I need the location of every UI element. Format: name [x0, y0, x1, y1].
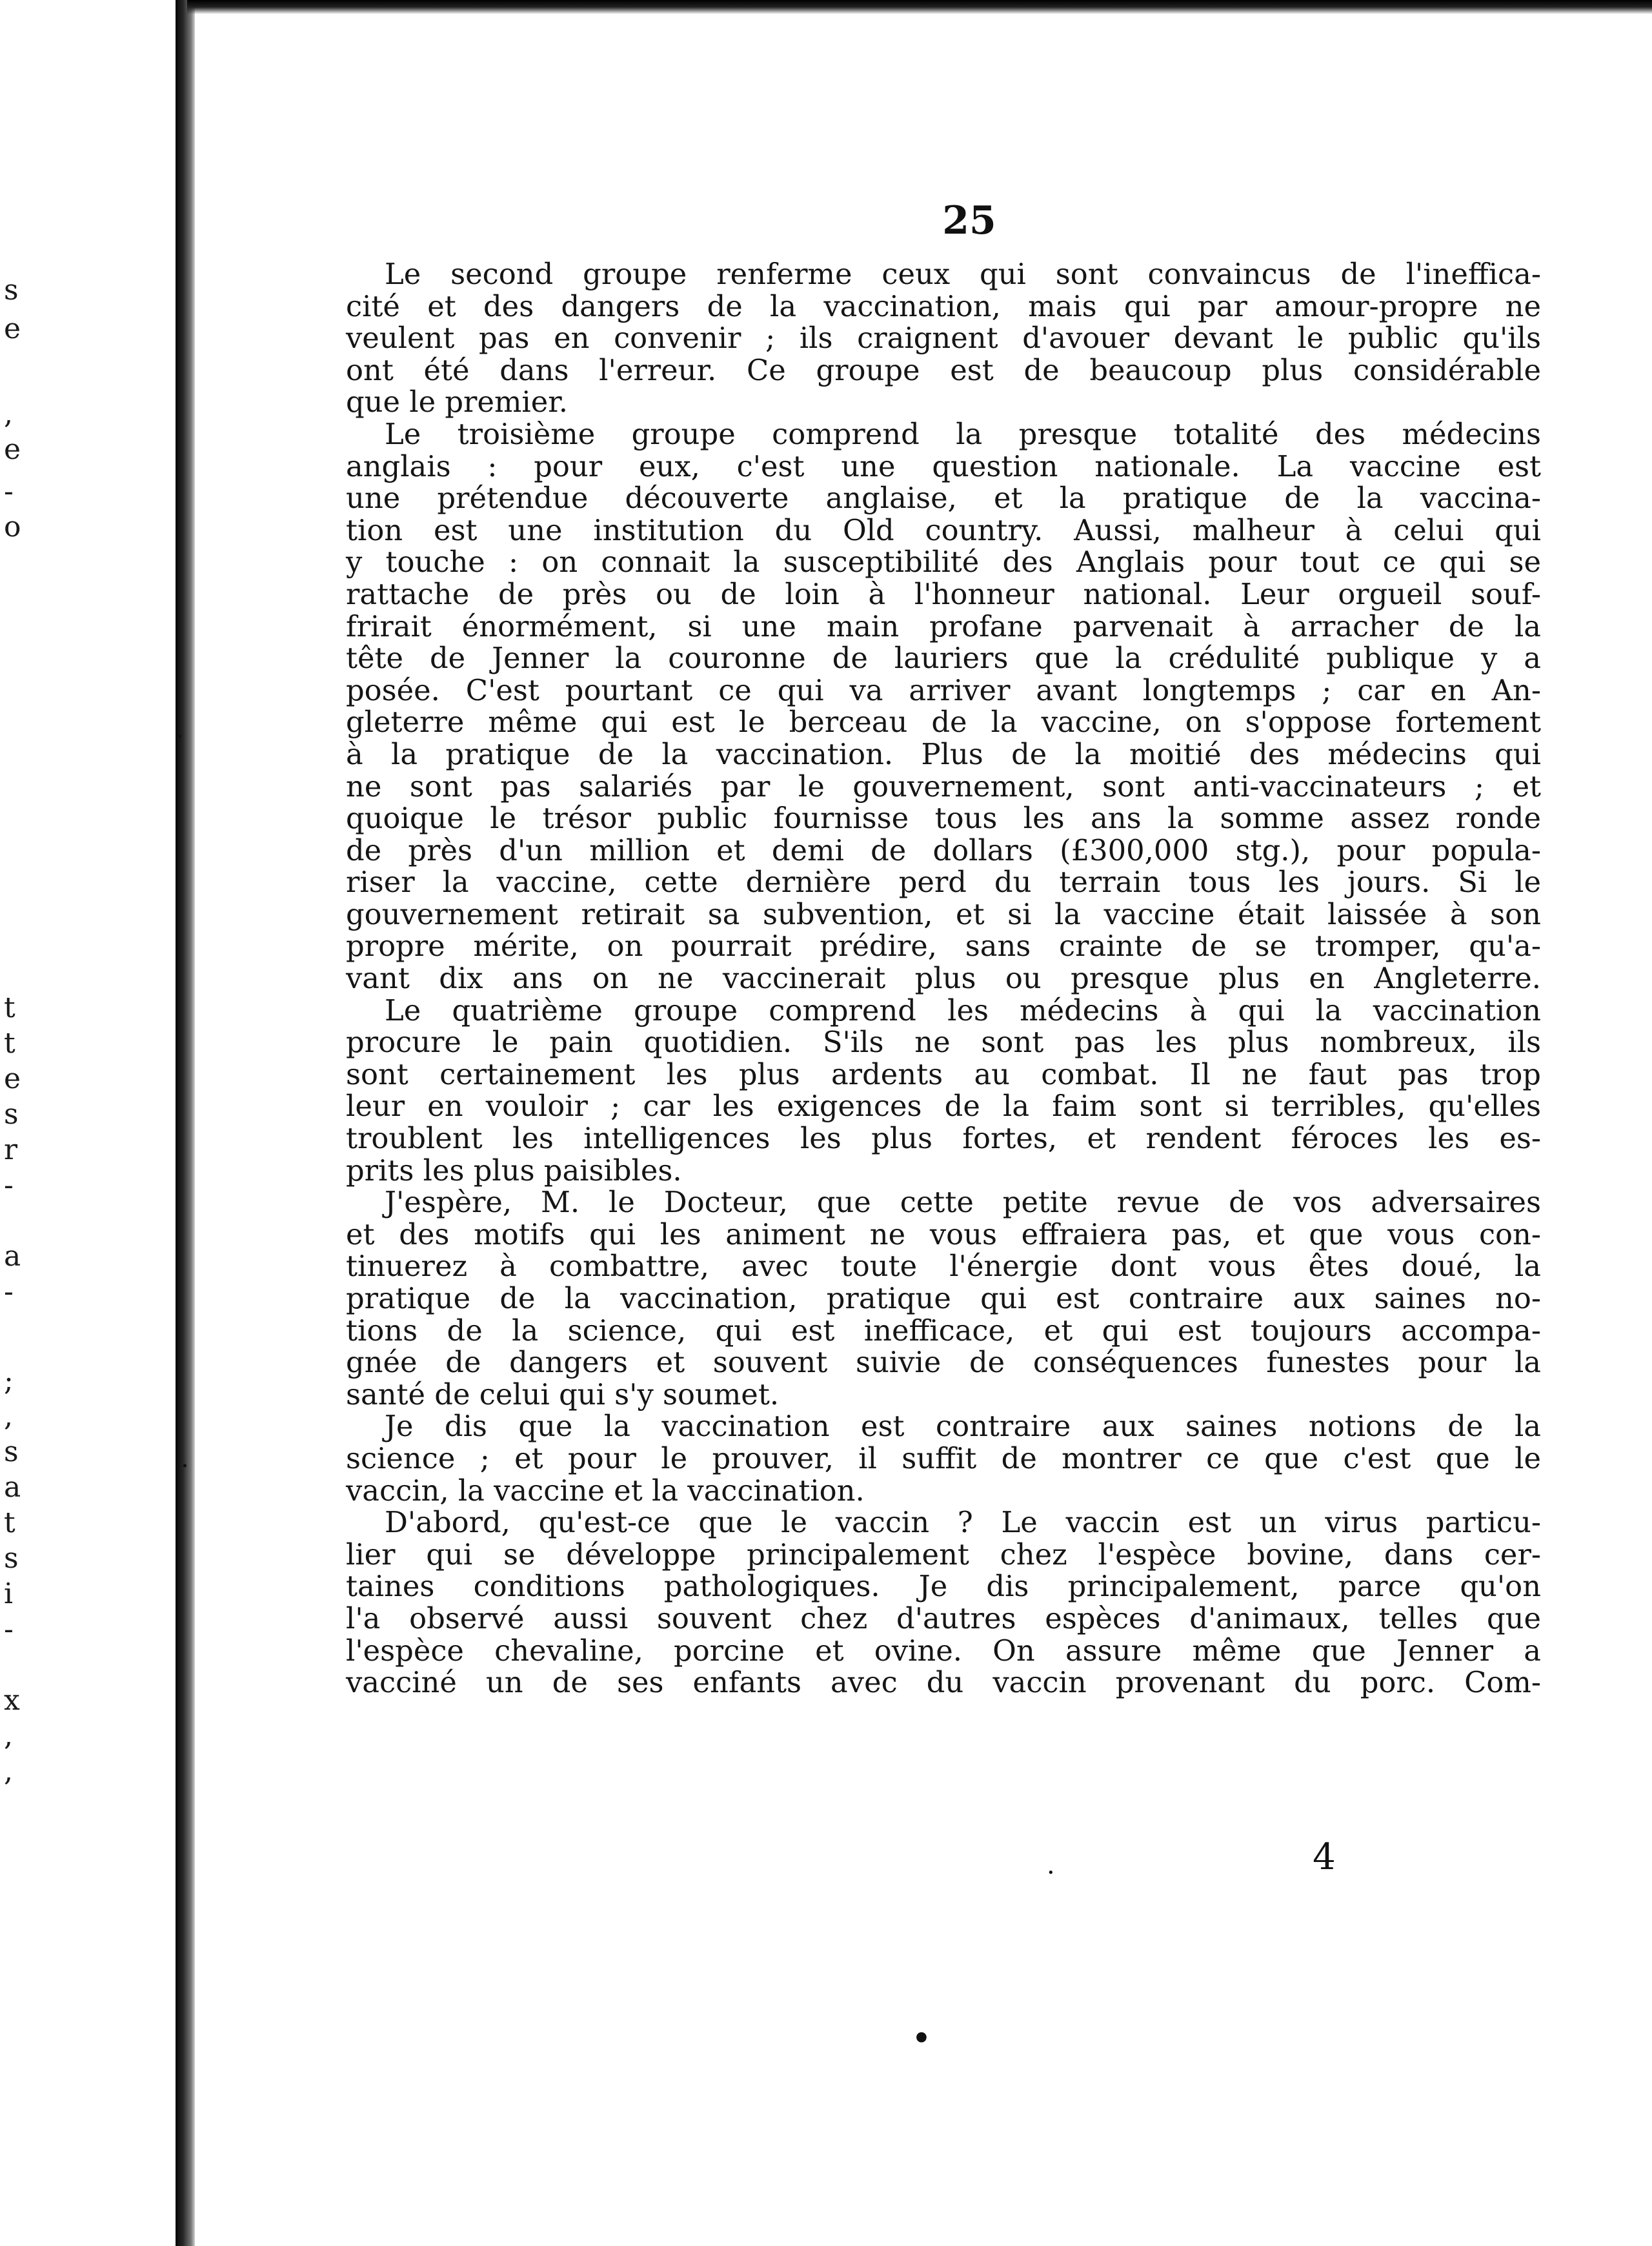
text-line: vant dix ans on ne vaccinerait plus ou presque plus en Angleterre. [346, 961, 1541, 996]
text-line: sont certainement les plus ardents au combat. Il ne faut pas trop [346, 1057, 1541, 1091]
margin-speck: · [1047, 1858, 1055, 1888]
text-line: à la pratique de la vaccination. Plus de la moitié des médecins qui [346, 736, 1541, 771]
page-number: 25 [942, 198, 996, 243]
facing-page-fragment: r [4, 1136, 18, 1164]
text-line: tinuerez à combattre, avec toute l'énergie dont vous êtes doué, la [346, 1249, 1541, 1284]
text-line: posée. C'est pourtant ce qui va arriver avant longtemps ; car en An- [346, 673, 1541, 707]
facing-page-fragment: o [4, 513, 21, 541]
facing-page-fragment: s [4, 1438, 19, 1466]
facing-page-fragment: ; [4, 1367, 14, 1395]
page-body-text [346, 258, 1541, 1699]
paragraph [346, 995, 1541, 1187]
text-line: vaccin, la vaccine et la vaccination. [346, 1473, 865, 1508]
text-line: quoique le trésor public fournisse tous les ans la somme assez ronde [346, 801, 1541, 836]
facing-page-fragment: , [4, 400, 13, 429]
text-line: cité et des dangers de la vaccination, mais qui par amour-propre ne [346, 288, 1541, 323]
book-gutter [176, 0, 195, 2246]
text-line: l'a observé aussi souvent chez d'autres espèces d'animaux, telles que [346, 1601, 1541, 1635]
top-edge-shadow [187, 0, 1652, 14]
facing-page-fragment: t [4, 1509, 15, 1537]
facing-page-fragment: t [4, 994, 15, 1022]
facing-page-fragment: i [4, 1580, 14, 1608]
facing-page-fragment: , [4, 1722, 13, 1750]
facing-page-fragment: e [4, 315, 21, 343]
text-line: y touche : on connait la susceptibilité des Anglais pour tout ce qui se [346, 545, 1541, 580]
text-line: que le premier. [346, 385, 569, 420]
text-line: vacciné un de ses enfants avec du vaccin provenant du porc. Com- [346, 1665, 1541, 1700]
facing-page-edge [0, 0, 176, 2246]
facing-page-fragment: , [4, 1757, 13, 1786]
facing-page-fragment: - [4, 478, 14, 506]
book-page [176, 14, 1652, 2246]
text-line: propre mérite, on pourrait prédire, sans crainte de se tromper, qu'a- [346, 929, 1541, 964]
text-line: frirait énormément, si une main profane parvenait à arracher de la [346, 609, 1541, 643]
facing-page-fragment: a [4, 1473, 21, 1502]
margin-speck: · [181, 1452, 189, 1481]
text-line: leur en vouloir ; car les exigences de la faim sont si terribles, qu'elles [346, 1089, 1541, 1124]
text-line: D'abord, qu'est-ce que le vaccin ? Le vaccin est un virus particu- [385, 1505, 1541, 1540]
paragraph [346, 1506, 1541, 1699]
text-line: de près d'un million et demi de dollars (£300,000 stg.), pour popula- [346, 833, 1541, 867]
paragraph [346, 258, 1541, 418]
facing-page-fragment: x [4, 1686, 20, 1715]
facing-page-fragment: , [4, 1402, 13, 1431]
text-line: ne sont pas salariés par le gouvernement, sont anti-vaccinateurs ; et [346, 769, 1541, 804]
facing-page-fragment: a [4, 1242, 21, 1271]
facing-page-fragment: s [4, 1544, 19, 1573]
text-line: santé de celui qui s'y soumet. [346, 1377, 780, 1411]
text-line: pratique de la vaccination, pratique qui est contraire aux saines no- [346, 1281, 1541, 1315]
facing-page-fragment: - [4, 1278, 14, 1306]
text-line: Le second groupe renferme ceux qui sont convaincus de l'ineffica- [385, 257, 1541, 291]
text-line: prits les plus paisibles. [346, 1153, 682, 1188]
signature-mark: 4 [1313, 1836, 1336, 1878]
text-line: Je dis que la vaccination est contraire aux saines notions de la [385, 1409, 1541, 1444]
text-line: une prétendue découverte anglaise, et la pratique de la vaccina- [346, 481, 1541, 516]
margin-speck: · [176, 722, 184, 752]
text-line: rattache de près ou de loin à l'honneur national. Leur orgueil souf- [346, 576, 1541, 611]
facing-page-fragment: s [4, 276, 19, 305]
text-line: troublent les intelligences les plus fortes, et rendent féroces les es- [346, 1121, 1541, 1156]
text-line: l'espèce chevaline, porcine et ovine. On assure même que Jenner a [346, 1633, 1541, 1668]
margin-speck: • [911, 2018, 932, 2059]
facing-page-fragment: e [4, 1065, 21, 1093]
text-line: lier qui se développe principalement chez l'espèce bovine, dans cer- [346, 1537, 1541, 1572]
text-line: tions de la science, qui est inefficace, et qui est toujours accompa- [346, 1313, 1541, 1348]
facing-page-fragment: s [4, 1100, 19, 1129]
text-line: gouvernement retirait sa subvention, et si la vaccine était laissée à son [346, 896, 1541, 931]
text-line: gleterre même qui est le berceau de la vaccine, on s'oppose fortement [346, 705, 1541, 740]
text-line: tion est une institution du Old country. Aussi, malheur à celui qui [346, 512, 1541, 547]
text-line: J'espère, M. le Docteur, que cette petite revue de vos adversaires [385, 1185, 1541, 1220]
facing-page-fragment: - [4, 1171, 14, 1200]
paragraph [346, 418, 1541, 995]
text-line: veulent pas en convenir ; ils craignent d'avouer devant le public qu'ils [346, 321, 1541, 356]
text-line: Le troisième groupe comprend la presque totalité des médecins [385, 416, 1541, 451]
text-line: taines conditions pathologiques. Je dis principalement, parce qu'on [346, 1569, 1541, 1604]
facing-page-fragment: e [4, 436, 21, 464]
text-line: anglais : pour eux, c'est une question nationale. La vaccine est [346, 449, 1541, 483]
text-line: procure le pain quotidien. S'ils ne sont pas les plus nombreux, ils [346, 1025, 1541, 1060]
text-line: science ; et pour le prouver, il suffit de montrer ce que c'est que le [346, 1441, 1541, 1475]
paragraph [346, 1410, 1541, 1506]
facing-page-fragment: - [4, 1615, 14, 1644]
text-line: tête de Jenner la couronne de lauriers que la crédulité publique y a [346, 641, 1541, 676]
text-line: Le quatrième groupe comprend les médecins à qui la vaccination [385, 993, 1541, 1027]
facing-page-fragment: t [4, 1029, 15, 1058]
text-line: riser la vaccine, cette dernière perd du terrain tous les jours. Si le [346, 865, 1541, 900]
paragraph [346, 1186, 1541, 1410]
text-line: ont été dans l'erreur. Ce groupe est de beaucoup plus considérable [346, 352, 1541, 387]
text-line: et des motifs qui les animent ne vous effraiera pas, et que vous con- [346, 1217, 1541, 1251]
text-line: gnée de dangers et souvent suivie de conséquences funestes pour la [346, 1345, 1541, 1380]
